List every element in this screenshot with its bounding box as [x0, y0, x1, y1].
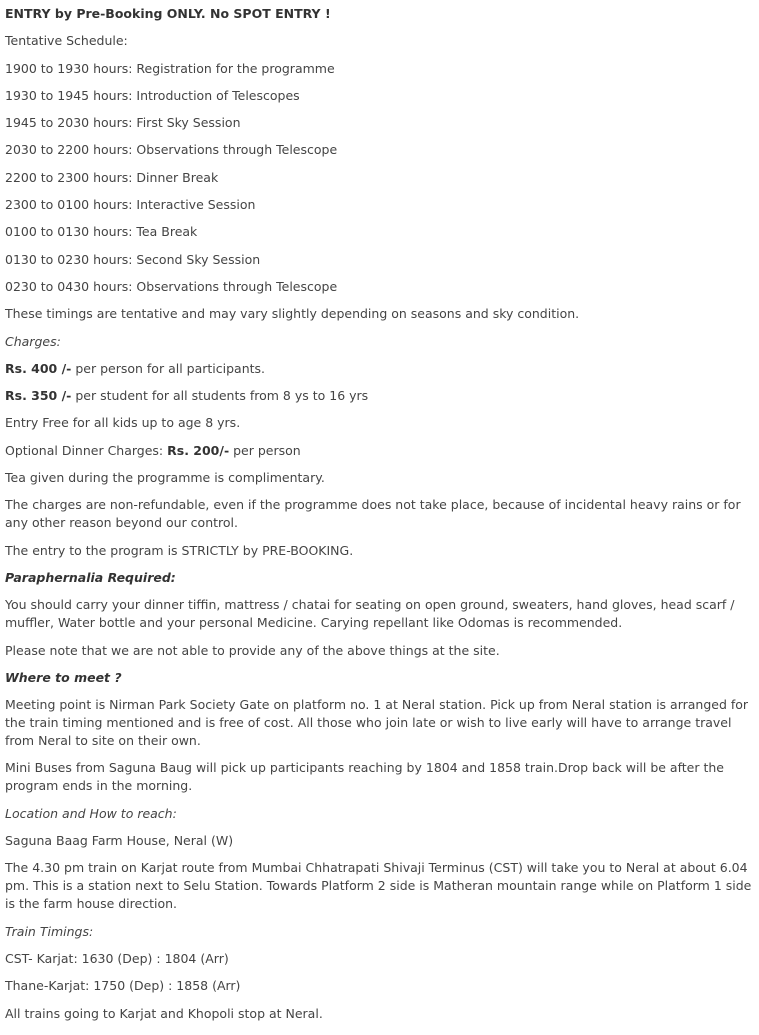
schedule-item: 2300 to 0100 hours: Interactive Session — [5, 197, 256, 213]
trains-note: All trains going to Karjat and Khopoli stop at Neral. — [5, 1005, 323, 1021]
location-directions: The 4.30 pm train on Karjat route from Mumbai Chhatrapati Shivaji Terminus (CST) will take you to Neral at about 6.04 pm. This is a station next to Selu Station. Towards Platform 2 side is Matheran mountain range while on Platform 1 side is the farm house direction. — [5, 860, 752, 912]
dinner-price: Rs. 200/- — [167, 442, 230, 458]
dinner-prefix: Optional Dinner Charges: — [5, 442, 168, 458]
schedule-item: 2200 to 2300 hours: Dinner Break — [5, 169, 219, 185]
schedule-item: 0130 to 0230 hours: Second Sky Session — [5, 251, 261, 267]
train-timings-label: Train Timings: — [5, 923, 94, 939]
paraphernalia-note: Please note that we are not able to provide any of the above things at the site. — [5, 642, 500, 658]
location-place: Saguna Baag Farm House, Neral (W) — [5, 833, 234, 849]
paraphernalia-heading: Paraphernalia Required: — [5, 569, 176, 585]
entry-notice: ENTRY by Pre-Booking ONLY. No SPOT ENTRY ! — [5, 6, 331, 21]
paraphernalia-text: You should carry your dinner tiffin, mattress / chatai for seating on open ground, sweaters, hand gloves, head scarf / muffler, Water bottle and your personal Medicine. Carying repellant like Odomas is recommended. — [5, 597, 735, 631]
kids-charge: Entry Free for all kids up to age 8 yrs. — [5, 415, 241, 431]
charges-label: Charges: — [5, 333, 61, 349]
adult-charge — [5, 360, 754, 378]
location-label: Location and How to reach: — [5, 805, 177, 821]
schedule-item: 2030 to 2200 hours: Observations through Telescope — [5, 142, 338, 158]
student-charge-text: per student for all students from 8 ys to 16 yrs — [71, 388, 369, 404]
meet-text: Meeting point is Nirman Park Society Gate on platform no. 1 at Neral station. Pick up from Neral station is arranged for the train timing mentioned and is free of cost. All those who join late or wish to live early will have to arrange travel from Neral to site on their own. — [5, 697, 749, 749]
meet-heading: Where to meet ? — [5, 669, 122, 685]
schedule-item: 0100 to 0130 hours: Tea Break — [5, 224, 198, 240]
buses-text: Mini Buses from Saguna Baug will pick up participants reaching by 1804 and 1858 train.Drop back will be after the program ends in the morning. — [5, 760, 724, 794]
tea-note: Tea given during the programme is complimentary. — [5, 470, 325, 486]
schedule-item: 1900 to 1930 hours: Registration for the programme — [5, 60, 335, 76]
train-timing: CST- Karjat: 1630 (Dep) : 1804 (Arr) — [5, 950, 229, 966]
schedule-item: 1945 to 2030 hours: First Sky Session — [5, 115, 241, 131]
refund-note: The charges are non-refundable, even if the programme does not take place, because of incidental heavy rains or for any other reason beyond our control. — [5, 497, 741, 531]
schedule-label: Tentative Schedule: — [5, 33, 128, 49]
prebooking-note: The entry to the program is STRICTLY by PRE-BOOKING. — [5, 542, 354, 558]
train-timing: Thane-Karjat: 1750 (Dep) : 1858 (Arr) — [5, 978, 241, 994]
student-price: Rs. 350 /- — [5, 388, 72, 404]
schedule-item: 1930 to 1945 hours: Introduction of Telescopes — [5, 87, 300, 103]
schedule-item: 0230 to 0430 hours: Observations through Telescope — [5, 278, 338, 294]
adult-charge-text: per person for all participants. — [71, 360, 266, 376]
adult-price: Rs. 400 /- — [5, 360, 72, 376]
student-charge — [5, 387, 754, 405]
dinner-charge — [5, 442, 754, 460]
dinner-suffix: per person — [229, 442, 301, 458]
schedule-note: These timings are tentative and may vary slightly depending on seasons and sky condition. — [5, 306, 580, 322]
